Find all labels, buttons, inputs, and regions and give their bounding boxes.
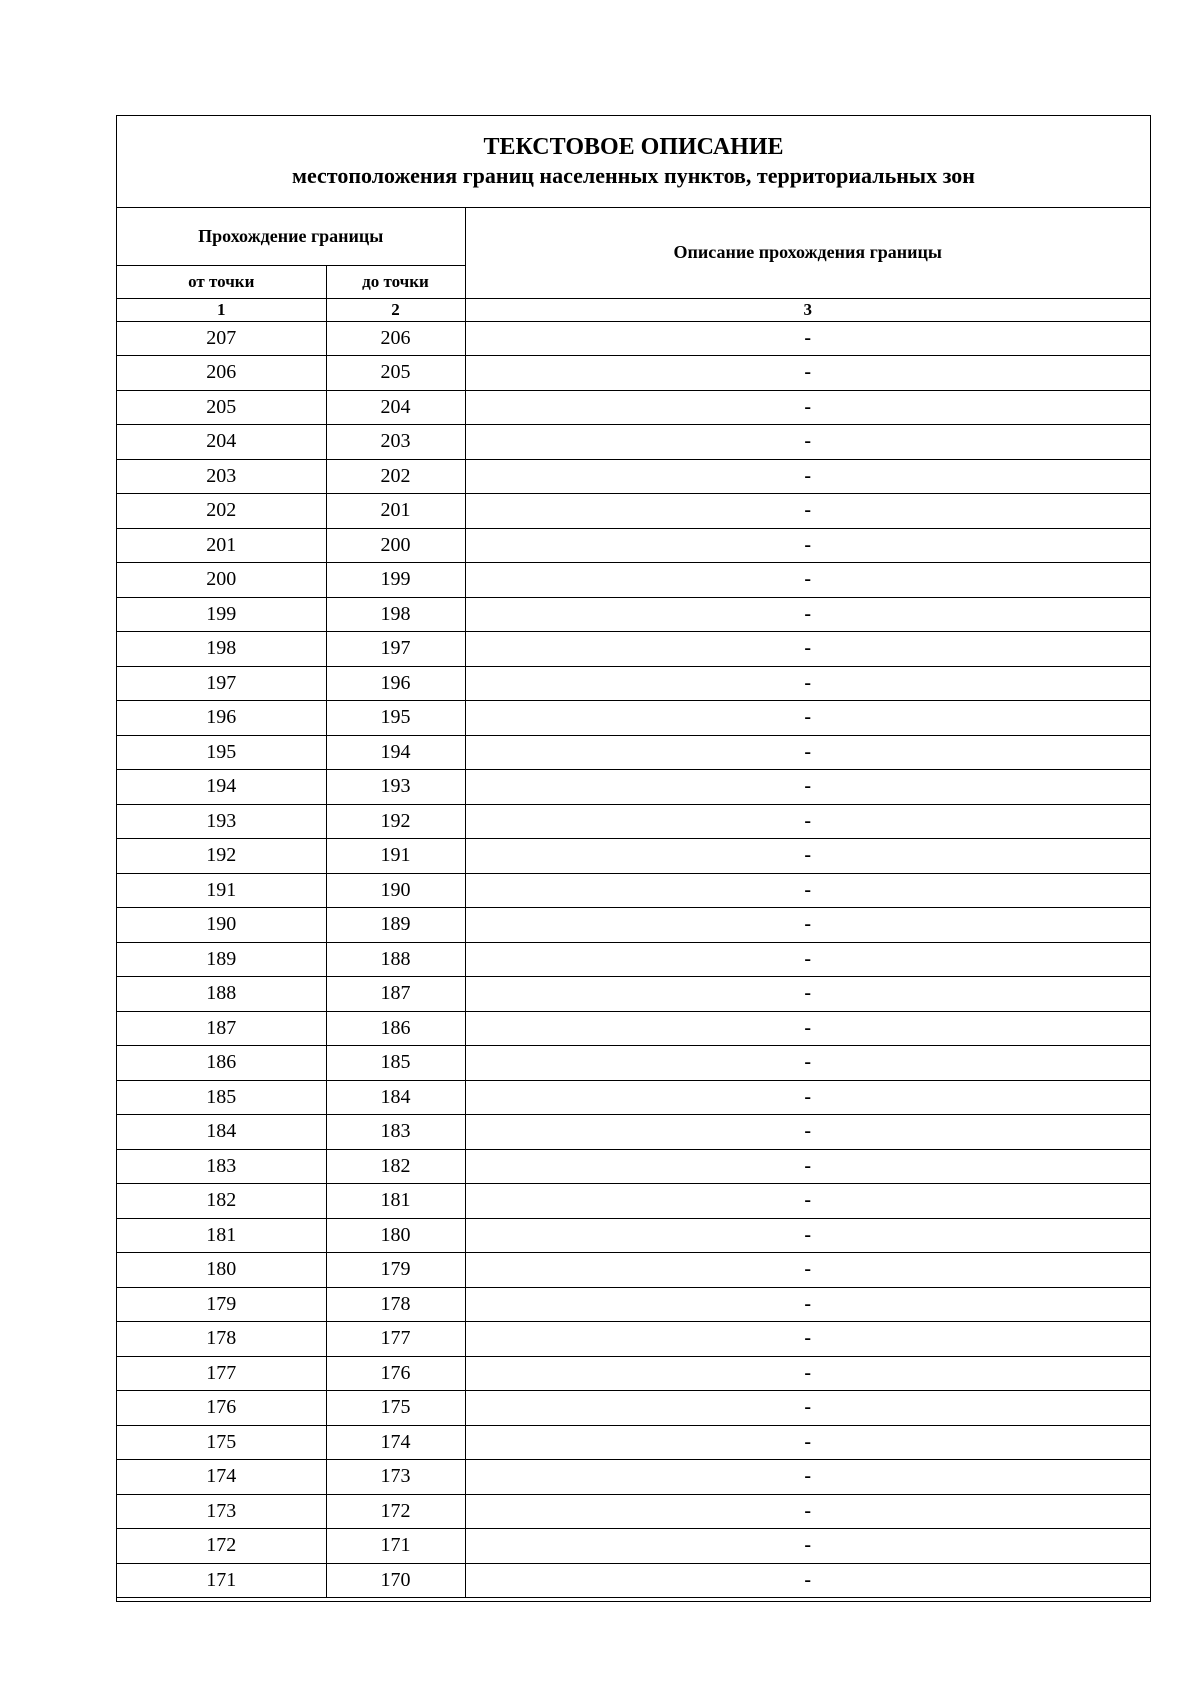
to-point-cell: 194 (326, 735, 465, 770)
table-row (117, 1529, 1150, 1564)
to-point-cell: 172 (326, 1494, 465, 1529)
table-row (117, 1563, 1150, 1598)
header-to-point: до точки (326, 265, 465, 298)
table-row (117, 1253, 1150, 1288)
description-cell: - (465, 1356, 1150, 1391)
to-point-cell: 178 (326, 1287, 465, 1322)
to-point-cell: 176 (326, 1356, 465, 1391)
from-point-cell: 183 (117, 1149, 326, 1184)
from-point-cell: 182 (117, 1184, 326, 1219)
to-point-cell: 173 (326, 1460, 465, 1495)
table-row (117, 459, 1150, 494)
table-row (117, 1115, 1150, 1150)
document-subtitle: местоположения границ населенных пунктов, территориальных зон (292, 163, 975, 188)
description-cell: - (465, 1494, 1150, 1529)
description-cell: - (465, 1322, 1150, 1357)
from-point-cell: 184 (117, 1115, 326, 1150)
from-point-cell: 193 (117, 804, 326, 839)
description-cell: - (465, 839, 1150, 874)
description-cell: - (465, 563, 1150, 598)
table-row (117, 839, 1150, 874)
to-point-cell: 205 (326, 356, 465, 391)
from-point-cell: 174 (117, 1460, 326, 1495)
from-point-cell: 180 (117, 1253, 326, 1288)
table-row (117, 1425, 1150, 1460)
table-row (117, 1011, 1150, 1046)
table-row (117, 942, 1150, 977)
from-point-cell: 192 (117, 839, 326, 874)
description-cell: - (465, 701, 1150, 736)
description-cell: - (465, 1460, 1150, 1495)
from-point-cell: 190 (117, 908, 326, 943)
table-row (117, 804, 1150, 839)
from-point-cell: 205 (117, 390, 326, 425)
title-block (117, 116, 1150, 208)
to-point-cell: 174 (326, 1425, 465, 1460)
description-cell: - (465, 528, 1150, 563)
table-row (117, 1080, 1150, 1115)
to-point-cell: 184 (326, 1080, 465, 1115)
from-point-cell: 207 (117, 321, 326, 356)
from-point-cell: 185 (117, 1080, 326, 1115)
table-row (117, 632, 1150, 667)
description-cell: - (465, 770, 1150, 805)
boundary-table (117, 208, 1150, 1598)
description-cell: - (465, 977, 1150, 1012)
description-cell: - (465, 459, 1150, 494)
description-cell: - (465, 1149, 1150, 1184)
from-point-cell: 199 (117, 597, 326, 632)
to-point-cell: 170 (326, 1563, 465, 1598)
description-cell: - (465, 1184, 1150, 1219)
to-point-cell: 200 (326, 528, 465, 563)
to-point-cell: 202 (326, 459, 465, 494)
column-number-1: 1 (117, 298, 326, 321)
description-cell: - (465, 804, 1150, 839)
description-cell: - (465, 1115, 1150, 1150)
table-row (117, 528, 1150, 563)
table-row (117, 1287, 1150, 1322)
from-point-cell: 197 (117, 666, 326, 701)
table-row (117, 1184, 1150, 1219)
to-point-cell: 196 (326, 666, 465, 701)
to-point-cell: 182 (326, 1149, 465, 1184)
to-point-cell: 180 (326, 1218, 465, 1253)
description-cell: - (465, 597, 1150, 632)
table-row (117, 735, 1150, 770)
description-cell: - (465, 1287, 1150, 1322)
document-frame (116, 115, 1151, 1602)
from-point-cell: 202 (117, 494, 326, 529)
table-row (117, 1218, 1150, 1253)
description-cell: - (465, 321, 1150, 356)
from-point-cell: 179 (117, 1287, 326, 1322)
to-point-cell: 185 (326, 1046, 465, 1081)
to-point-cell: 203 (326, 425, 465, 460)
to-point-cell: 183 (326, 1115, 465, 1150)
from-point-cell: 200 (117, 563, 326, 598)
from-point-cell: 176 (117, 1391, 326, 1426)
column-number-3: 3 (465, 298, 1150, 321)
table-row (117, 1322, 1150, 1357)
header-boundary-passage: Прохождение границы (117, 208, 465, 265)
to-point-cell: 191 (326, 839, 465, 874)
description-cell: - (465, 1218, 1150, 1253)
to-point-cell: 189 (326, 908, 465, 943)
to-point-cell: 190 (326, 873, 465, 908)
description-cell: - (465, 390, 1150, 425)
from-point-cell: 173 (117, 1494, 326, 1529)
description-cell: - (465, 1425, 1150, 1460)
from-point-cell: 191 (117, 873, 326, 908)
description-cell: - (465, 873, 1150, 908)
from-point-cell: 203 (117, 459, 326, 494)
description-cell: - (465, 356, 1150, 391)
from-point-cell: 177 (117, 1356, 326, 1391)
description-cell: - (465, 1529, 1150, 1564)
description-cell: - (465, 1046, 1150, 1081)
table-row (117, 1356, 1150, 1391)
description-cell: - (465, 494, 1150, 529)
to-point-cell: 187 (326, 977, 465, 1012)
from-point-cell: 206 (117, 356, 326, 391)
table-row (117, 908, 1150, 943)
to-point-cell: 177 (326, 1322, 465, 1357)
description-cell: - (465, 908, 1150, 943)
from-point-cell: 196 (117, 701, 326, 736)
from-point-cell: 201 (117, 528, 326, 563)
table-row (117, 1391, 1150, 1426)
to-point-cell: 199 (326, 563, 465, 598)
table-row (117, 1494, 1150, 1529)
table-row (117, 321, 1150, 356)
from-point-cell: 204 (117, 425, 326, 460)
description-cell: - (465, 666, 1150, 701)
table-row (117, 494, 1150, 529)
description-cell: - (465, 632, 1150, 667)
from-point-cell: 189 (117, 942, 326, 977)
header-description: Описание прохождения границы (465, 208, 1150, 298)
to-point-cell: 204 (326, 390, 465, 425)
from-point-cell: 181 (117, 1218, 326, 1253)
from-point-cell: 188 (117, 977, 326, 1012)
description-cell: - (465, 425, 1150, 460)
to-point-cell: 192 (326, 804, 465, 839)
table-row (117, 977, 1150, 1012)
description-cell: - (465, 1011, 1150, 1046)
from-point-cell: 187 (117, 1011, 326, 1046)
description-cell: - (465, 1563, 1150, 1598)
from-point-cell: 194 (117, 770, 326, 805)
table-row (117, 1046, 1150, 1081)
table-row (117, 597, 1150, 632)
to-point-cell: 186 (326, 1011, 465, 1046)
to-point-cell: 179 (326, 1253, 465, 1288)
table-row (117, 390, 1150, 425)
description-cell: - (465, 1080, 1150, 1115)
table-row (117, 666, 1150, 701)
from-point-cell: 186 (117, 1046, 326, 1081)
column-number-2: 2 (326, 298, 465, 321)
description-cell: - (465, 1391, 1150, 1426)
from-point-cell: 171 (117, 1563, 326, 1598)
description-cell: - (465, 1253, 1150, 1288)
table-row (117, 563, 1150, 598)
table-row (117, 1149, 1150, 1184)
to-point-cell: 206 (326, 321, 465, 356)
to-point-cell: 197 (326, 632, 465, 667)
table-row (117, 873, 1150, 908)
table-row (117, 770, 1150, 805)
description-cell: - (465, 735, 1150, 770)
to-point-cell: 171 (326, 1529, 465, 1564)
from-point-cell: 195 (117, 735, 326, 770)
to-point-cell: 198 (326, 597, 465, 632)
to-point-cell: 201 (326, 494, 465, 529)
from-point-cell: 198 (117, 632, 326, 667)
to-point-cell: 193 (326, 770, 465, 805)
table-row (117, 701, 1150, 736)
description-cell: - (465, 942, 1150, 977)
to-point-cell: 175 (326, 1391, 465, 1426)
document-title: ТЕКСТОВОЕ ОПИСАНИЕ (483, 134, 784, 160)
to-point-cell: 188 (326, 942, 465, 977)
table-row (117, 356, 1150, 391)
from-point-cell: 178 (117, 1322, 326, 1357)
from-point-cell: 172 (117, 1529, 326, 1564)
to-point-cell: 181 (326, 1184, 465, 1219)
to-point-cell: 195 (326, 701, 465, 736)
header-from-point: от точки (117, 265, 326, 298)
table-row (117, 425, 1150, 460)
table-row (117, 1460, 1150, 1495)
from-point-cell: 175 (117, 1425, 326, 1460)
